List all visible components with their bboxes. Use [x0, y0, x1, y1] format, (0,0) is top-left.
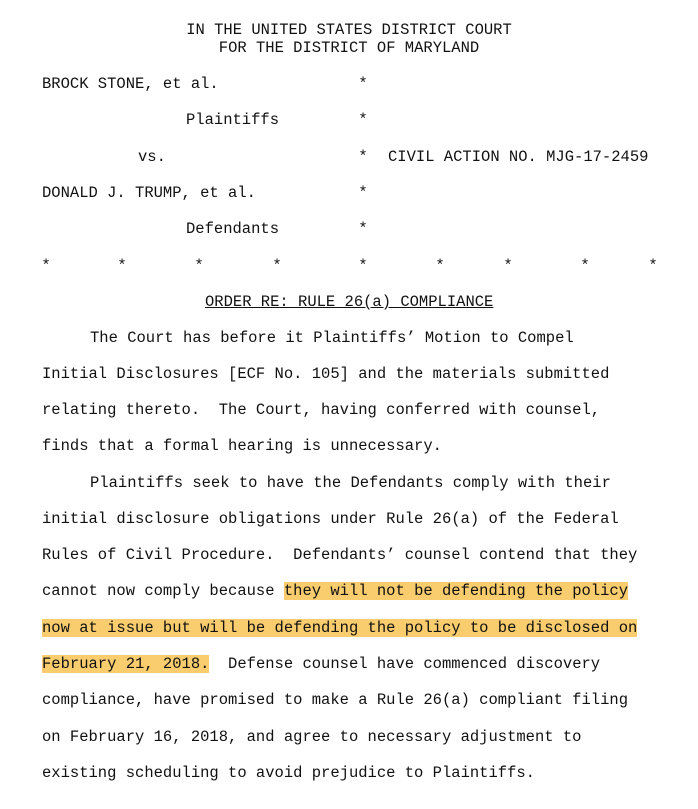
versus: vs. — [138, 148, 166, 166]
caption-separator: * — [358, 111, 368, 129]
paragraph-1-line: relating thereto. The Court, having conferred with counsel, — [42, 401, 601, 419]
caption-separator: * — [580, 257, 590, 275]
defendant-role: Defendants — [186, 220, 280, 238]
paragraph-2-line: Rules of Civil Procedure. Defendants’ counsel contend that they — [42, 546, 638, 564]
highlighted-text: they will not be defending the policy — [283, 582, 628, 600]
paragraph-2-line — [42, 619, 637, 637]
plaintiff-role: Plaintiffs — [186, 111, 280, 129]
caption-separator: * — [648, 257, 658, 275]
plaintiff-name: BROCK STONE, et al. — [42, 75, 219, 93]
paragraph-2-line: initial disclosure obligations under Rule 26(a) of the Federal — [42, 510, 619, 528]
caption-separator: * — [358, 257, 368, 275]
paragraph-1-line: The Court has before it Plaintiffs’ Motion to Compel — [90, 329, 574, 347]
defendant-name: DONALD J. TRUMP, et al. — [42, 184, 256, 202]
order-title: ORDER RE: RULE 26(a) COMPLIANCE — [205, 293, 494, 311]
paragraph-2-line — [42, 582, 628, 600]
caption-separator: * — [358, 184, 368, 202]
caption-separator: * — [272, 257, 282, 275]
court-name-line-1: IN THE UNITED STATES DISTRICT COURT — [186, 21, 512, 39]
caption-separator: * — [358, 148, 368, 166]
caption-separator: * — [358, 75, 368, 93]
caption-separator: * — [435, 257, 445, 275]
paragraph-2-line: existing scheduling to avoid prejudice to Plaintiffs. — [42, 764, 535, 782]
highlighted-text: now at issue but will be defending the policy to be disclosed on — [42, 619, 638, 637]
caption-separator: * — [194, 257, 204, 275]
paragraph-2-line: Plaintiffs seek to have the Defendants comply with their — [90, 474, 611, 492]
paragraph-2-text: Defense counsel have commenced discovery — [209, 655, 601, 673]
court-name-line-2: FOR THE DISTRICT OF MARYLAND — [218, 39, 480, 57]
paragraph-2-line: on February 16, 2018, and agree to necessary adjustment to — [42, 728, 582, 746]
caption-separator: * — [117, 257, 127, 275]
paragraph-2-line: compliance, have promised to make a Rule 26(a) compliant filing — [42, 691, 628, 709]
case-number: CIVIL ACTION NO. MJG-17-2459 — [388, 148, 649, 166]
caption-separator: * — [41, 257, 51, 275]
paragraph-2-line — [42, 655, 600, 673]
caption-separator: * — [503, 257, 513, 275]
paragraph-1-line: finds that a formal hearing is unnecessary. — [42, 437, 442, 455]
paragraph-1-line: Initial Disclosures [ECF No. 105] and the materials submitted — [42, 365, 610, 383]
paragraph-2-text: cannot now comply because — [42, 582, 284, 600]
caption-separator: * — [358, 220, 368, 238]
highlighted-text: February 21, 2018. — [42, 655, 210, 673]
